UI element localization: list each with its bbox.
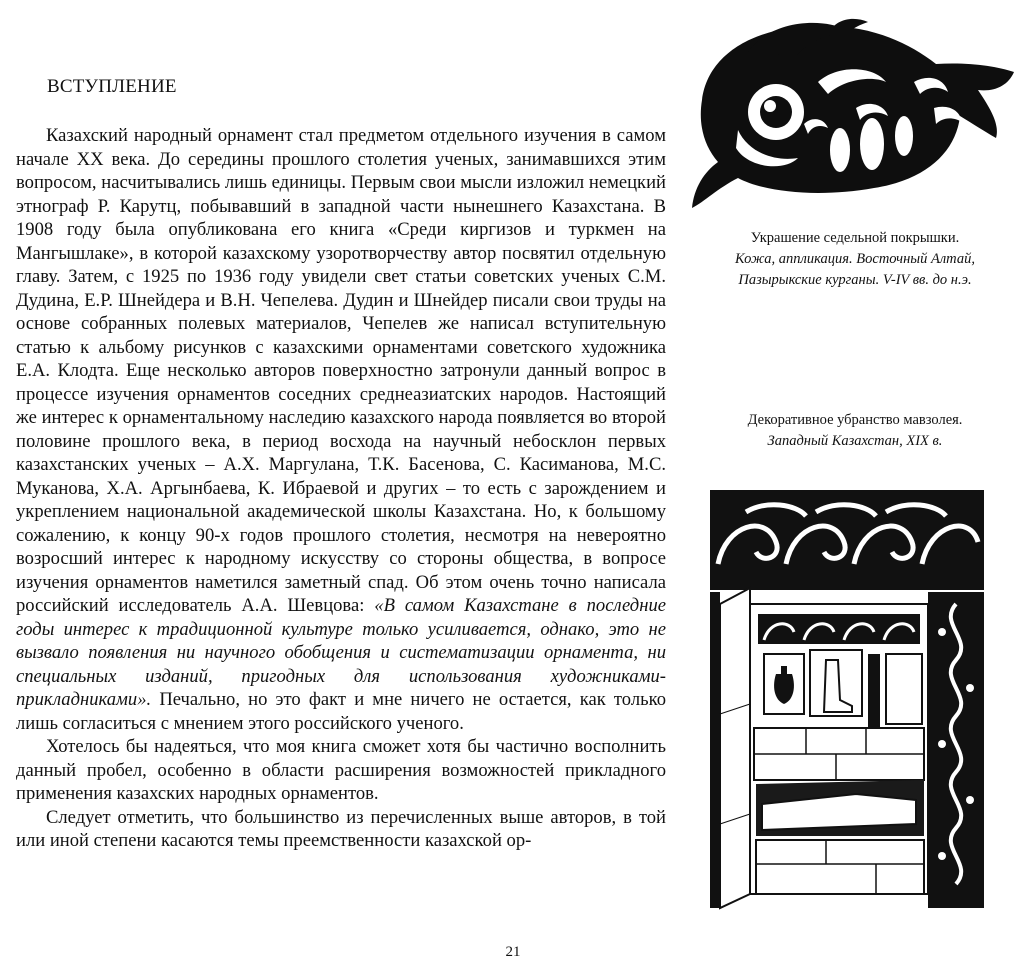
- mausoleum-illustration: [706, 464, 990, 912]
- paragraph-2: Хотелось бы надеяться, что моя книга сможет хотя бы частично восполнить данный пробел, особенно в области расширения возможностей прикладного применения казахских народных орнаментов.: [16, 736, 666, 804]
- saddle-cover-illustration: [678, 12, 1022, 218]
- paragraph-1-tail: Печально, но это факт и мне ничего не остается, как только лишь согласиться с мнением этого российского ученого.: [16, 689, 666, 734]
- paragraph-3: Следует отметить, что большинство из перечисленных выше авторов, в той или иной степени касаются темы преемственности казахской ор-: [16, 806, 666, 851]
- saddle-caption: [690, 228, 1020, 291]
- page-heading: ВСТУПЛЕНИЕ: [47, 76, 177, 97]
- mausoleum-caption-line2: Западный Казахстан, XIX в.: [767, 433, 943, 449]
- saddle-caption-line2: Кожа, аппликация. Восточный Алтай,: [735, 251, 975, 267]
- saddle-caption-line1: Украшение седельной покрышки.: [750, 230, 960, 246]
- mausoleum-caption: [690, 410, 1020, 452]
- saddle-caption-line3: Пазырыкские курганы. V-IV вв. до н.э.: [738, 272, 972, 288]
- mausoleum-caption-line1: Декоративное убранство мавзолея.: [747, 412, 963, 428]
- paragraph-1: [16, 124, 666, 735]
- paragraph-1-text: Казахский народный орнамент стал предметом отдельного изучения в самом начале XX века. До середины прошлого столетия ученых, занимавшихся этим вопросом, насчитывались лишь единицы. Первым свои мысли изложил немецкий этнограф Р. Карутц, побывавший в западной части нынешнего Казахстана. В 1908 году была опубликована его книга «Среди киргизов и туркмен на Мангышлаке», в которой казахскому узоротворчеству автор посвятил отдельную главу. Затем, с 1925 по 1936 году увидели свет статьи советских ученых С.М. Дудина, Е.Р. Шнейдера и В.Н. Чепелева. Дудин и Шнейдер писали свои труды на основе собранных полевых материалов, Чепелев же написал вступительную статью к альбому рисунков с казахскими орнаментами советского художника Е.А. Клодта. Еще несколько авторов поверхностно затронули данный вопрос в процессе изучения орнаментов соседних среднеазиатских народов. Настоящий же интерес к орнаментальному наследию казахского народа появляется во второй половине прошлого века, в период восхода на научный небосклон первых казахстанских ученых – А.Х. Маргулана, Т.К. Басенова, С. Касиманова, М.С. Муканова, Х.А. Аргынбаева, К. Ибраевой и других – то есть с зарождением и укреплением национальной академической школы Казахстана. Но, к большому сожалению, к концу 90-х годов прошлого столетия, несмотря на невероятно возросший интерес к народному искусству со стороны общества, в вопросе изучения орнаментов наметился заметный спад. Об этом очень точно написала российский исследователь А.А. Шевцова:: [16, 125, 666, 616]
- shevtsova-quote: «В самом Казахстане в последние годы интерес к традиционной культуре только усиливается, однако, это не вызвало появления ни научного обобщения и систематизации орнамента, ни специальных изданий, пригодных для использования художниками-прикладниками».: [16, 595, 666, 710]
- page-number: 21: [505, 944, 521, 960]
- main-text: [16, 124, 666, 853]
